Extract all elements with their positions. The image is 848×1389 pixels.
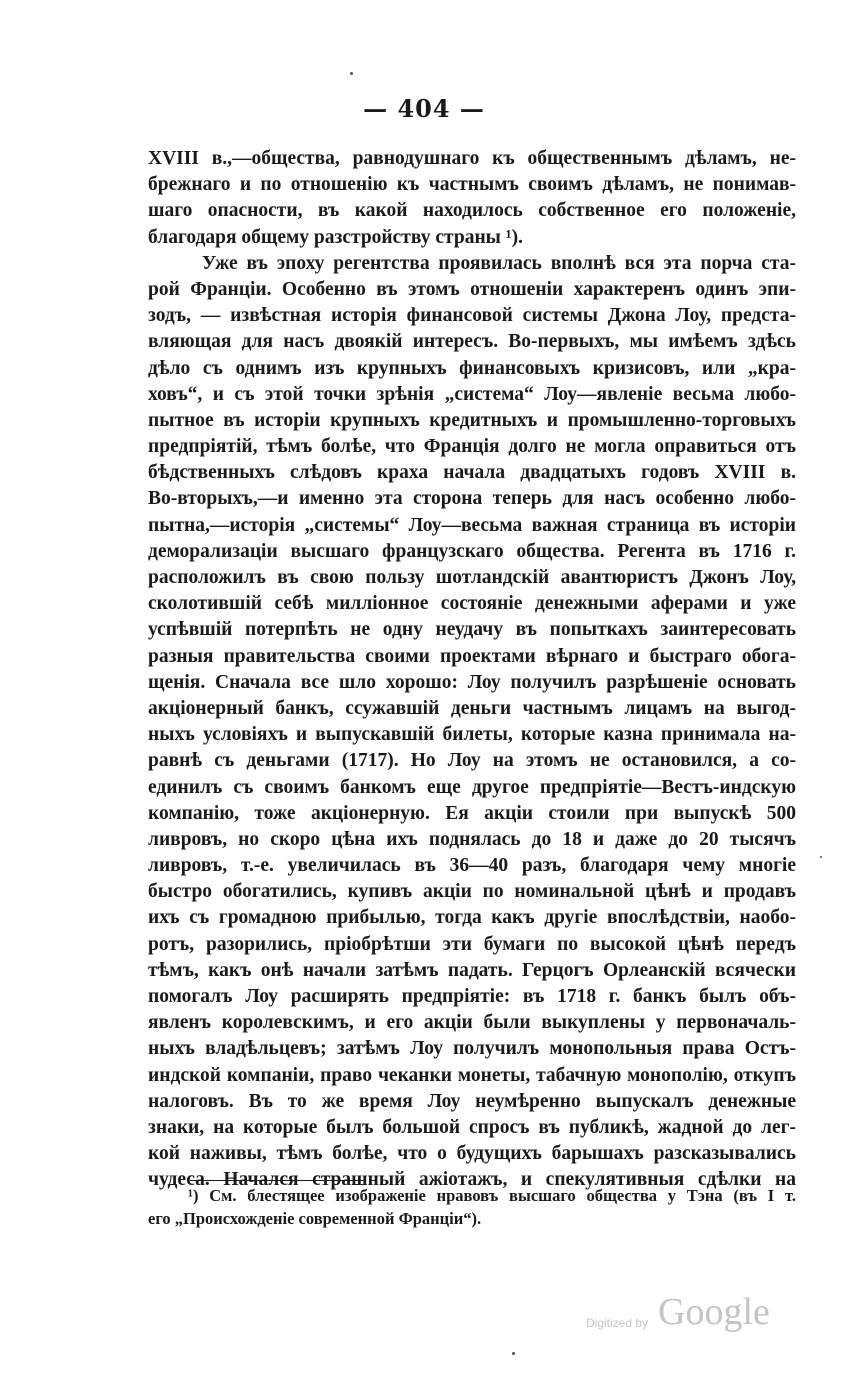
text-line: расположилъ въ свою пользу шотландскій авантюристъ Джонъ Лоу, [148,567,796,588]
text-line: акціонерный банкъ, ссужавшій деньги частнымъ лицамъ на выгод- [148,697,796,719]
text-line: индской компаніи, право чеканки монеты, табачную монополію, откупъ [148,1064,796,1086]
text-line: ныхъ условіяхъ и выпускавшій билеты, которые казна принимала на- [148,724,796,746]
text-line: щенія. Сначала все шло хорошо: Лоу получилъ разрѣшеніе основать [148,671,796,693]
text-line: налоговъ. Въ то же время Лоу неумѣренно выпускалъ денежные [148,1090,796,1112]
text-line: деморализаціи высшаго французскаго общества. Регента въ 1716 г. [148,540,796,562]
text-line: ливровъ, т.-е. увеличилась въ 36—40 разъ, благодаря чему многіе [148,855,796,877]
text-line: быстро обогатились, купивъ акціи по номинальной цѣнѣ и продавъ [148,881,796,903]
text-line: XVIII в.,—общества, равнодушнаго къ общественнымъ дѣламъ, не- [148,148,796,169]
scan-speck [820,856,822,858]
text-line: успѣвшій потерпѣть не одну неудачу въ попыткахъ заинтересовать [148,619,796,641]
footnote-separator [190,1180,366,1181]
text-line: дѣло съ однимъ изъ крупныхъ финансовыхъ кризисовъ, или „кра- [148,357,796,379]
main-text [148,146,796,1194]
text-line: кой наживы, тѣмъ болѣе, что о будущихъ барышахъ разсказывались [148,1143,796,1165]
text-line: пытное въ исторіи крупныхъ кредитныхъ и промышленно-торговыхъ [148,409,796,431]
text-line: вляющая для насъ двоякій интересъ. Во-первыхъ, мы имѣемъ здѣсь [148,331,796,353]
digitized-watermark [586,1291,776,1340]
text-line: единилъ съ своимъ банкомъ еще другое предпріятіе—Вестъ-индскую [148,776,796,798]
text-line: Уже въ эпоху регентства проявилась вполнѣ вся эта порча ста- [202,252,796,274]
text-line: помогалъ Лоу расширять предпріятіе: въ 1718 г. банкъ былъ объ- [148,986,796,1007]
scan-speck [512,1352,515,1355]
text-line: разныя правительства своими проектами вѣрнаго и быстраго обога- [148,645,796,667]
text-line: чудеса. Начался страшный ажіотажъ, и спекулятивныя сдѣлки на [148,1169,796,1191]
text-line: пытна,—исторія „системы“ Лоу—весьма важная страница въ исторіи [148,514,796,536]
text-line: Во-вторыхъ,—и именно эта сторона теперь для насъ особенно любо- [148,488,796,510]
text-line: ливровъ, но скоро цѣна ихъ поднялась до 18 и даже до 20 тысячъ [148,828,796,850]
text-line: тѣмъ, какъ онѣ начали затѣмъ падать. Герцогъ Орлеанскій всячески [148,959,796,981]
text-line: знаки, на которые былъ большой спросъ въ публикѣ, жадной до лег- [148,1116,796,1138]
footnote-line: ¹) См. блестящее изображеніе нравовъ высшаго общества у Тэна (въ I т. [188,1186,796,1205]
page-number: — 404 — [363,94,485,123]
text-line: бѣдственныхъ слѣдовъ краха начала двадцатыхъ годовъ XVIII в. [148,462,796,484]
text-line: шаго опасности, въ какой находилось собственное его положеніе, [148,200,796,222]
google-logo: Google [658,1291,770,1333]
text-line: благодаря общему разстройству страны ¹). [148,226,523,248]
footnote [148,1184,796,1230]
text-line: брежнаго и по отношенію къ частнымъ своимъ дѣламъ, не понимав- [148,174,796,196]
text-line: сколотившій себѣ милліонное состояніе денежными аферами и уже [148,593,796,615]
text-line: рой Франціи. Особенно въ этомъ отношеніи характеренъ одинъ эпи- [148,278,796,300]
scan-speck [350,72,353,75]
text-line: зодъ, — извѣстная исторія финансовой системы Джона Лоу, предста- [148,305,796,327]
text-line: равнѣ съ деньгами (1717). Но Лоу на этомъ не остановился, а со- [148,750,796,772]
text-line: компанію, тоже акціонерную. Ея акціи стоили при выпускѣ 500 [148,802,796,824]
footnote-line: его „Происхожденіе современной Франціи“). [148,1209,482,1228]
text-line: явленъ королевскимъ, и его акціи были выкуплены у первоначаль- [148,1012,796,1034]
watermark-prefix: Digitized by [586,1316,649,1330]
text-line: ихъ съ громадною прибылью, тогда какъ другіе впослѣдствіи, наобо- [148,907,796,929]
text-line: ховъ“, и съ этой точки зрѣнія „система“ Лоу—явленіе весьма любо- [148,383,796,405]
text-line: предпріятій, тѣмъ болѣе, что Франція долго не могла оправиться отъ [148,436,796,458]
text-line: ротъ, разорились, пріобрѣтши эти бумаги по высокой цѣнѣ передъ [148,933,796,955]
text-line: ныхъ владѣльцевъ; затѣмъ Лоу получилъ монопольныя права Остъ- [148,1038,796,1060]
